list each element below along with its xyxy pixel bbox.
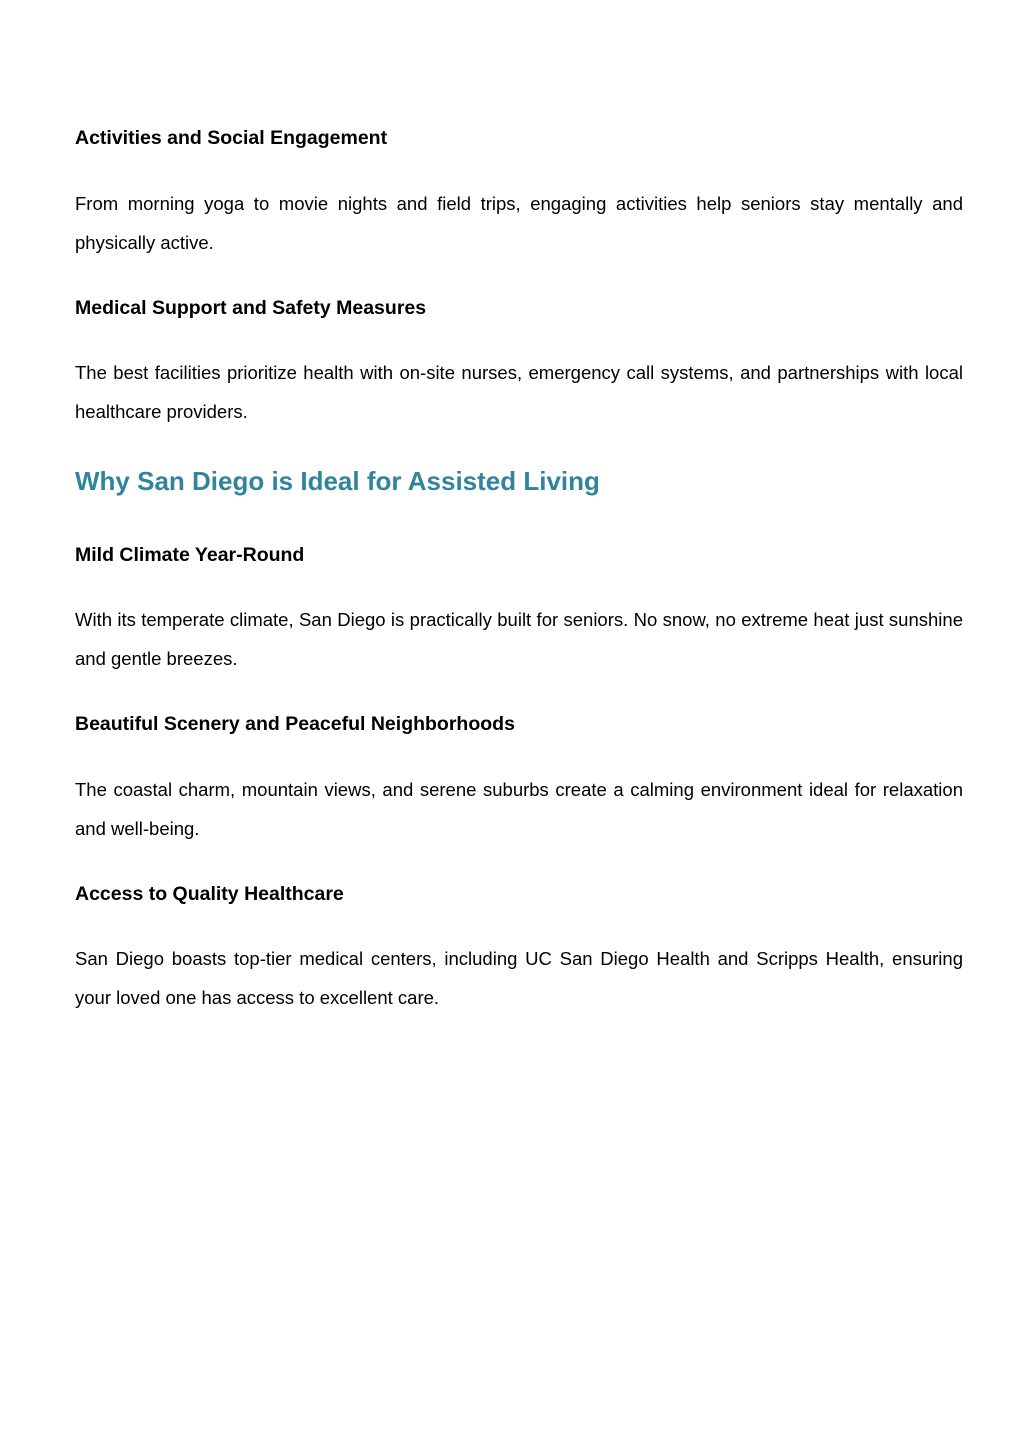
activities-heading: Activities and Social Engagement [75,127,388,149]
healthcare-heading: Access to Quality Healthcare [75,883,344,905]
scenery-paragraph: The coastal charm, mountain views, and serene suburbs create a calming environment ideal for relaxation and well-being. [75,779,963,839]
scenery-heading: Beautiful Scenery and Peaceful Neighborhoods [75,713,515,735]
climate-heading: Mild Climate Year-Round [75,544,305,566]
section-title: Why San Diego is Ideal for Assisted Living [75,466,600,496]
activities-paragraph: From morning yoga to movie nights and field trips, engaging activities help seniors stay mentally and physically active. [75,193,963,253]
medical-paragraph: The best facilities prioritize health with on-site nurses, emergency call systems, and partnerships with local healthcare providers. [75,362,963,422]
climate-paragraph: With its temperate climate, San Diego is practically built for seniors. No snow, no extreme heat just sunshine and gentle breezes. [75,609,963,669]
healthcare-paragraph: San Diego boasts top-tier medical centers, including UC San Diego Health and Scripps Health, ensuring your loved one has access to excellent care. [75,948,963,1008]
medical-heading: Medical Support and Safety Measures [75,297,427,319]
